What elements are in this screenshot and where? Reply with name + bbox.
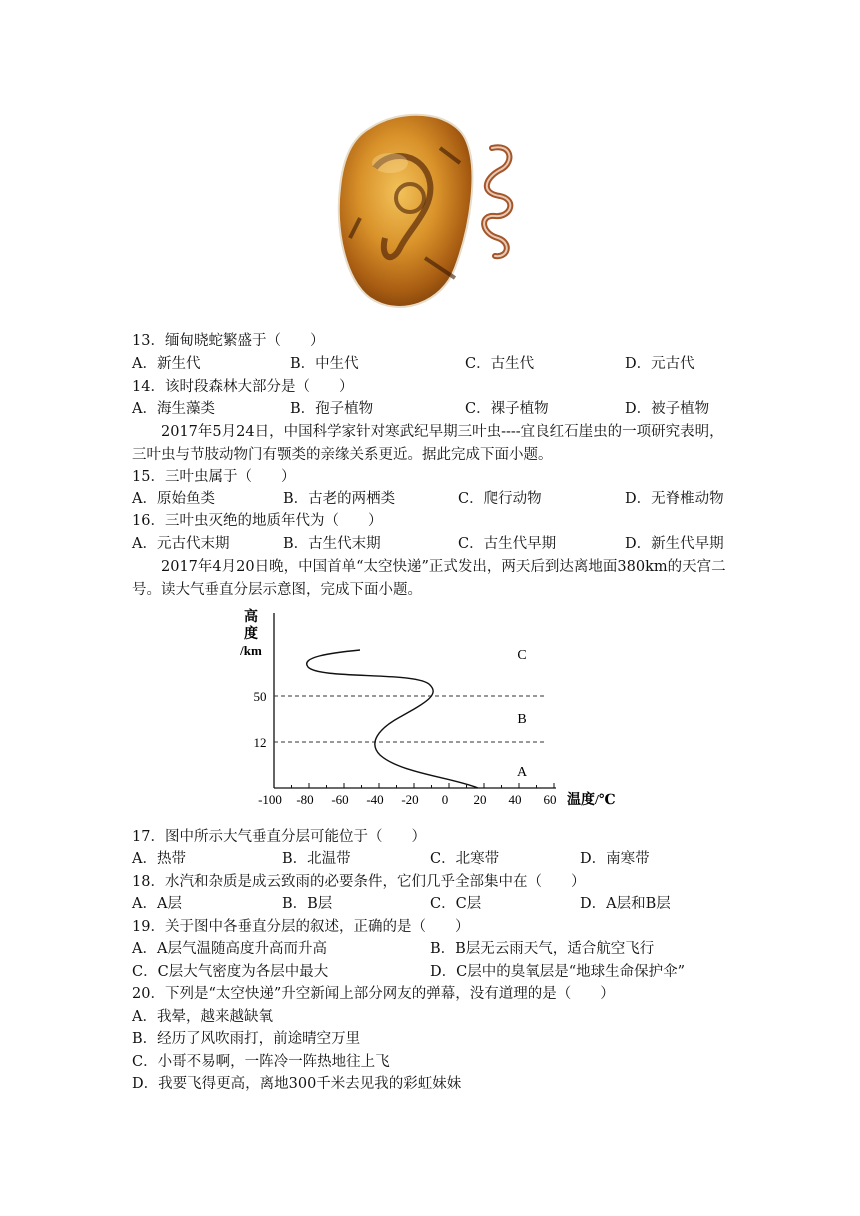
q18-option-a: A．A层 (132, 896, 182, 912)
q14-option-d: D．被子植物 (625, 401, 710, 417)
q15-option-c: C．爬行动物 (458, 491, 542, 507)
layer-label-c: C (517, 648, 527, 663)
q15-option-d: D．无脊椎动物 (625, 491, 724, 507)
q16-option-b: B．古生代末期 (283, 536, 381, 552)
q18-stem: 18．水汽和杂质是成云致雨的必要条件，它们几乎全部集中在（ ） (132, 874, 586, 890)
q19-stem: 19．关于图中各垂直分层的叙述，正确的是（ ） (132, 919, 470, 935)
q19-option-b: B．B层无云雨天气，适合航空飞行 (430, 941, 655, 957)
q13-option-c: C．古生代 (465, 356, 535, 372)
q20-option-a: A．我晕，越来越缺氧 (132, 1009, 273, 1025)
xtick-label: -60 (331, 792, 349, 807)
q17-stem: 17．图中所示大气垂直分层可能位于（ ） (132, 829, 426, 845)
layer-label-a: A (516, 765, 528, 780)
xtick-label: -80 (296, 792, 314, 807)
xtick-label: 60 (543, 792, 557, 807)
diagram-xlabel: 温度/℃ (567, 793, 616, 808)
q18-option-d: D．A层和B层 (580, 896, 671, 912)
ytick-12: 12 (253, 735, 267, 750)
amber-fossil-image (330, 108, 530, 320)
q18-option-c: C．C层 (430, 896, 482, 912)
ytick-50: 50 (253, 689, 267, 704)
xtick-label: -100 (258, 792, 282, 807)
q18-option-b: B．B层 (282, 896, 333, 912)
q17-option-c: C．北寒带 (430, 851, 500, 867)
q17-option-a: A．热带 (132, 851, 186, 867)
q15-option-a: A．原始鱼类 (132, 491, 215, 507)
q16-option-a: A．元古代末期 (132, 536, 230, 552)
temperature-curve (307, 650, 478, 788)
xtick-label: 20 (473, 792, 487, 807)
q20-option-c: C．小哥不易啊，一阵冷一阵热地往上飞 (132, 1054, 390, 1070)
xtick-label: 40 (508, 792, 522, 807)
q20-option-d: D．我要飞得更高，离地300千米去见我的彩虹妹妹 (132, 1076, 462, 1092)
q15-stem: 15．三叶虫属于（ ） (132, 469, 296, 485)
diagram-ylabel-3: /km (240, 643, 262, 658)
q16-option-d: D．新生代早期 (625, 536, 724, 552)
passage-trilobite: 2017年5月24日，中国科学家针对寒武纪早期三叶虫----宜良红石崖虫的一项研究表明，三叶虫与节肢动物门有颚类的亲缘关系更近。据此完成下面小题。 (132, 424, 724, 463)
q14-option-c: C．裸子植物 (465, 401, 549, 417)
q17-option-b: B．北温带 (282, 851, 351, 867)
layer-label-b: B (517, 712, 527, 727)
q19-option-c: C．C层大气密度为各层中最大 (132, 964, 329, 980)
q14-option-b: B．孢子植物 (290, 401, 374, 417)
xtick-label: -40 (366, 792, 384, 807)
q13-stem: 13．缅甸晓蛇繁盛于（ ） (132, 333, 325, 349)
q20-stem: 20．下列是“太空快递”升空新闻上部分网友的弹幕，没有道理的是（ ） (132, 986, 615, 1002)
atmosphere-layer-diagram (230, 605, 630, 810)
xtick-label: -20 (401, 792, 419, 807)
q17-option-d: D．南寒带 (580, 851, 650, 867)
q13-option-b: B．中生代 (290, 356, 359, 372)
q13-option-a: A．新生代 (132, 356, 201, 372)
q15-option-b: B．古老的两栖类 (283, 491, 396, 507)
q20-option-b: B．经历了风吹雨打，前途晴空万里 (132, 1031, 361, 1047)
q19-option-a: A．A层气温随高度升高而升高 (132, 941, 327, 957)
q14-option-a: A．海生藻类 (132, 401, 215, 417)
q13-option-d: D．元古代 (625, 356, 695, 372)
passage-space-express: 2017年4月20日晚，中国首单“太空快递”正式发出，两天后到达离地面380km的天宫二号。读大气垂直分层示意图，完成下面小题。 (132, 559, 726, 598)
diagram-ylabel-2: 度 (244, 627, 258, 642)
q16-option-c: C．古生代早期 (458, 536, 557, 552)
q14-stem: 14．该时段森林大部分是（ ） (132, 379, 354, 395)
q19-option-d: D．C层中的臭氧层是“地球生命保护伞” (430, 964, 686, 980)
q16-stem: 16．三叶虫灭绝的地质年代为（ ） (132, 513, 383, 529)
xtick-label: 0 (441, 792, 449, 807)
diagram-ylabel-1: 高 (244, 610, 258, 625)
